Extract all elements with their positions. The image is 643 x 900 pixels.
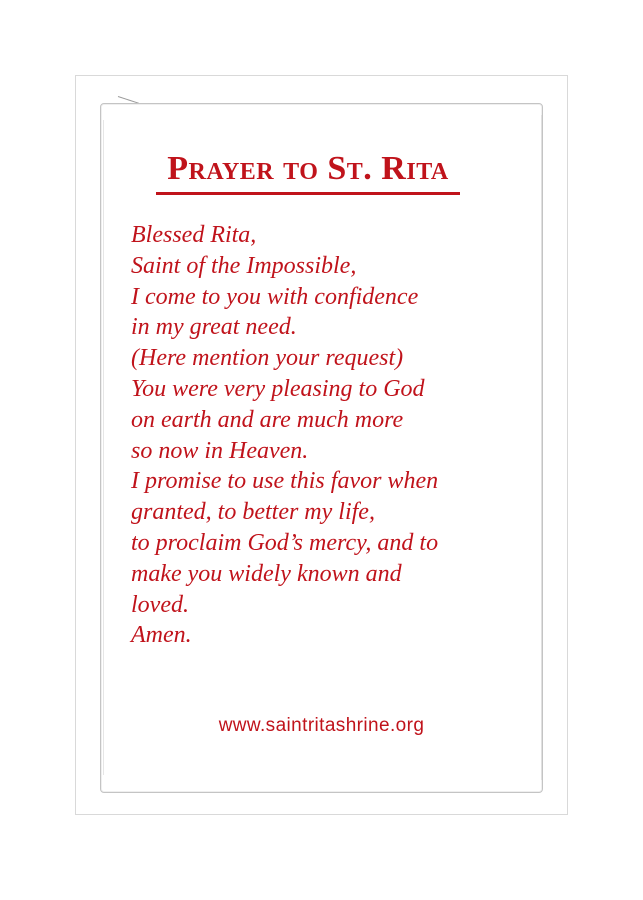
prayer-line: Saint of the Impossible,: [131, 252, 357, 279]
card-edge-shade-right: [541, 115, 542, 780]
prayer-line: Amen.: [131, 622, 192, 649]
prayer-line: (Here mention your request): [131, 345, 404, 372]
prayer-line: on earth and are much more: [131, 406, 404, 433]
prayer-line: loved.: [131, 591, 189, 618]
prayer-line: Blessed Rita,: [131, 222, 257, 248]
prayer-line: in my great need.: [131, 314, 297, 341]
prayer-line: I promise to use this favor when: [131, 468, 439, 495]
prayer-line: You were very pleasing to God: [131, 375, 425, 402]
prayer-line: to proclaim God’s mercy, and to: [131, 529, 439, 556]
prayer-line: make you widely known and: [131, 560, 402, 587]
prayer-line: I come to you with confidence: [131, 283, 419, 310]
card-title-underline: [156, 150, 460, 195]
website-url: www.saintritashrine.org: [218, 715, 425, 736]
prayer-line: so now in Heaven.: [131, 437, 309, 464]
card-title: Prayer to St. Rita: [167, 150, 449, 187]
prayer-line: granted, to better my life,: [131, 499, 375, 526]
prayer-text: [131, 220, 526, 651]
card-edge-shade-left: [103, 120, 104, 775]
